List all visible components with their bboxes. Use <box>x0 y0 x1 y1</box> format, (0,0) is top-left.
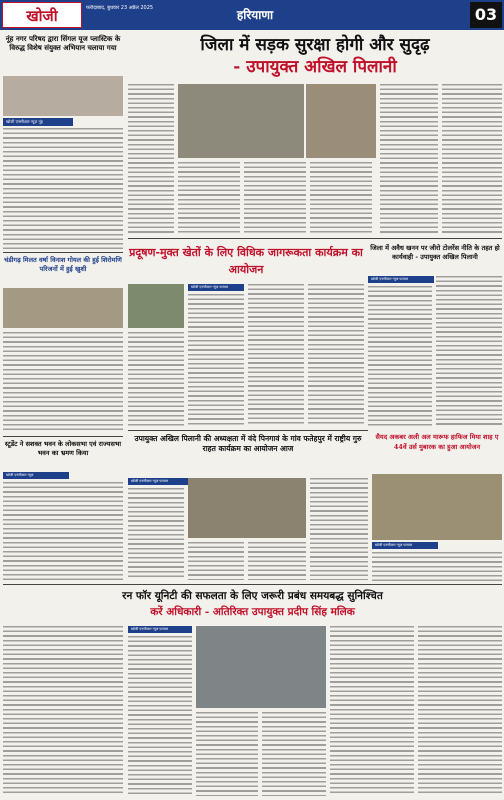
divider <box>128 238 502 239</box>
dateline: फरीदाबाद, बुधवार 23 अप्रैल 2025 <box>86 5 154 11</box>
brand-logo: खोजी <box>2 2 82 28</box>
organic-body-col0 <box>128 332 184 426</box>
students-byline: खोजी एनसीआर न्यूज़ <box>3 472 69 479</box>
runforunity-body-col1 <box>3 626 123 796</box>
runforunity-body-col6 <box>418 626 502 796</box>
lead-body-col6 <box>442 84 502 234</box>
meeting-byline: खोजी एनसीआर न्यूज़ पलवल <box>128 478 188 485</box>
lead-body-col2 <box>178 162 240 234</box>
lead-headline-line1: जिला में सड़क सुरक्षा होगी और सुदृढ़ <box>200 35 430 55</box>
divider <box>3 436 123 437</box>
lead-body-col4 <box>310 162 372 234</box>
left-mid-headline: चंडीगढ़ मिलत वर्षा विनाश गोयल की हुई शिरोमणि परिजनों में हुई खुशी <box>4 256 122 273</box>
page-number: 03 <box>470 2 502 28</box>
eid-byline: खोजी एनसीआर न्यूज़ पलवल <box>372 542 438 549</box>
eid-headline: सैयद अकबर अली अल मारूफ हाफिज मिया शाह ए 44वें उर्स मुबारक का हुआ आयोजन <box>375 433 499 451</box>
runforunity-body-col3 <box>196 712 258 796</box>
lead-body-col1 <box>128 84 174 234</box>
lead-body-col5 <box>380 84 438 234</box>
meeting-body-col2 <box>188 542 244 580</box>
lead-body-col3 <box>244 162 306 234</box>
divider <box>3 252 123 253</box>
lead-photo-1 <box>178 84 304 158</box>
mining-body-col1 <box>368 286 432 426</box>
students-body <box>3 482 123 580</box>
runforunity-body-col2 <box>128 636 192 796</box>
organic-body-col3 <box>308 284 364 426</box>
meeting-body-col4 <box>310 478 368 580</box>
organic-body-col2 <box>248 284 304 426</box>
mining-byline: खोजी एनसीआर न्यूज़ पलवल <box>368 276 434 283</box>
runforunity-body-col5 <box>330 626 414 796</box>
lead-headline-line2: - उपायुक्त अखिल पिलानी <box>233 57 397 77</box>
organic-photo <box>128 284 184 328</box>
runforunity-headline-line1: रन फॉर यूनिटी की सफलता के लिए जरूरी प्रबंध समयबद्ध सुनिश्चित <box>122 590 383 602</box>
eid-body <box>372 552 502 582</box>
meeting-body-col3 <box>248 542 306 580</box>
left-top-photo <box>3 76 123 116</box>
eid-photo <box>372 474 502 540</box>
organic-byline: खोजी एनसीआर न्यूज़ पलवल <box>188 284 244 291</box>
runforunity-headline-line2: करें अधिकारी - अतिरिक्त उपायुक्त प्रदीप सिंह मलिक <box>150 606 355 618</box>
divider <box>128 430 368 431</box>
meeting-headline: उपायुक्त अखिल पिलानी की अध्यक्षता में वंदे पिनगावं के गांव फतेहपुर में राष्ट्रीय गुरु राहत कार्यक्रम का आयोजन आज <box>134 434 362 453</box>
runforunity-byline: खोजी एनसीआर न्यूज़ पलवल <box>128 626 192 633</box>
organic-body-col1 <box>188 294 244 426</box>
mining-headline: जिला में अवैध खनन पर जीरो टोलरेंस नीति के तहत हो कार्यवाही - उपायुक्त अखिल पिलानी <box>370 244 500 261</box>
section-title: हरियाणा <box>236 8 274 22</box>
mining-body-col2 <box>436 276 502 426</box>
organic-headline: प्रदूषण-मुक्त खेतों के लिए विधिक जागरूकता कार्यक्रम का आयोजन <box>129 246 363 276</box>
lead-photo-2 <box>306 84 376 158</box>
runforunity-body-col4 <box>262 712 326 796</box>
left-top-byline: खोजी एनसीआर न्यूज़ नूंह <box>3 118 73 126</box>
meeting-photo <box>188 478 306 538</box>
meeting-body-col1 <box>128 488 184 580</box>
left-mid-body <box>3 332 123 432</box>
divider <box>3 584 502 585</box>
students-headline: स्टूडेंट ने सशक्त भवन के लोकसभा एवं राज्यसभा भवन का भ्रमण किया <box>4 440 122 457</box>
left-top-body <box>3 128 123 250</box>
runforunity-photo <box>196 626 326 708</box>
left-mid-photo <box>3 288 123 328</box>
left-top-headline: नूंह नगर परिषद द्वारा सिंगल यूज प्लास्टिक के विरुद्ध विशेष संयुक्त अभियान चलाया गया <box>5 34 121 52</box>
